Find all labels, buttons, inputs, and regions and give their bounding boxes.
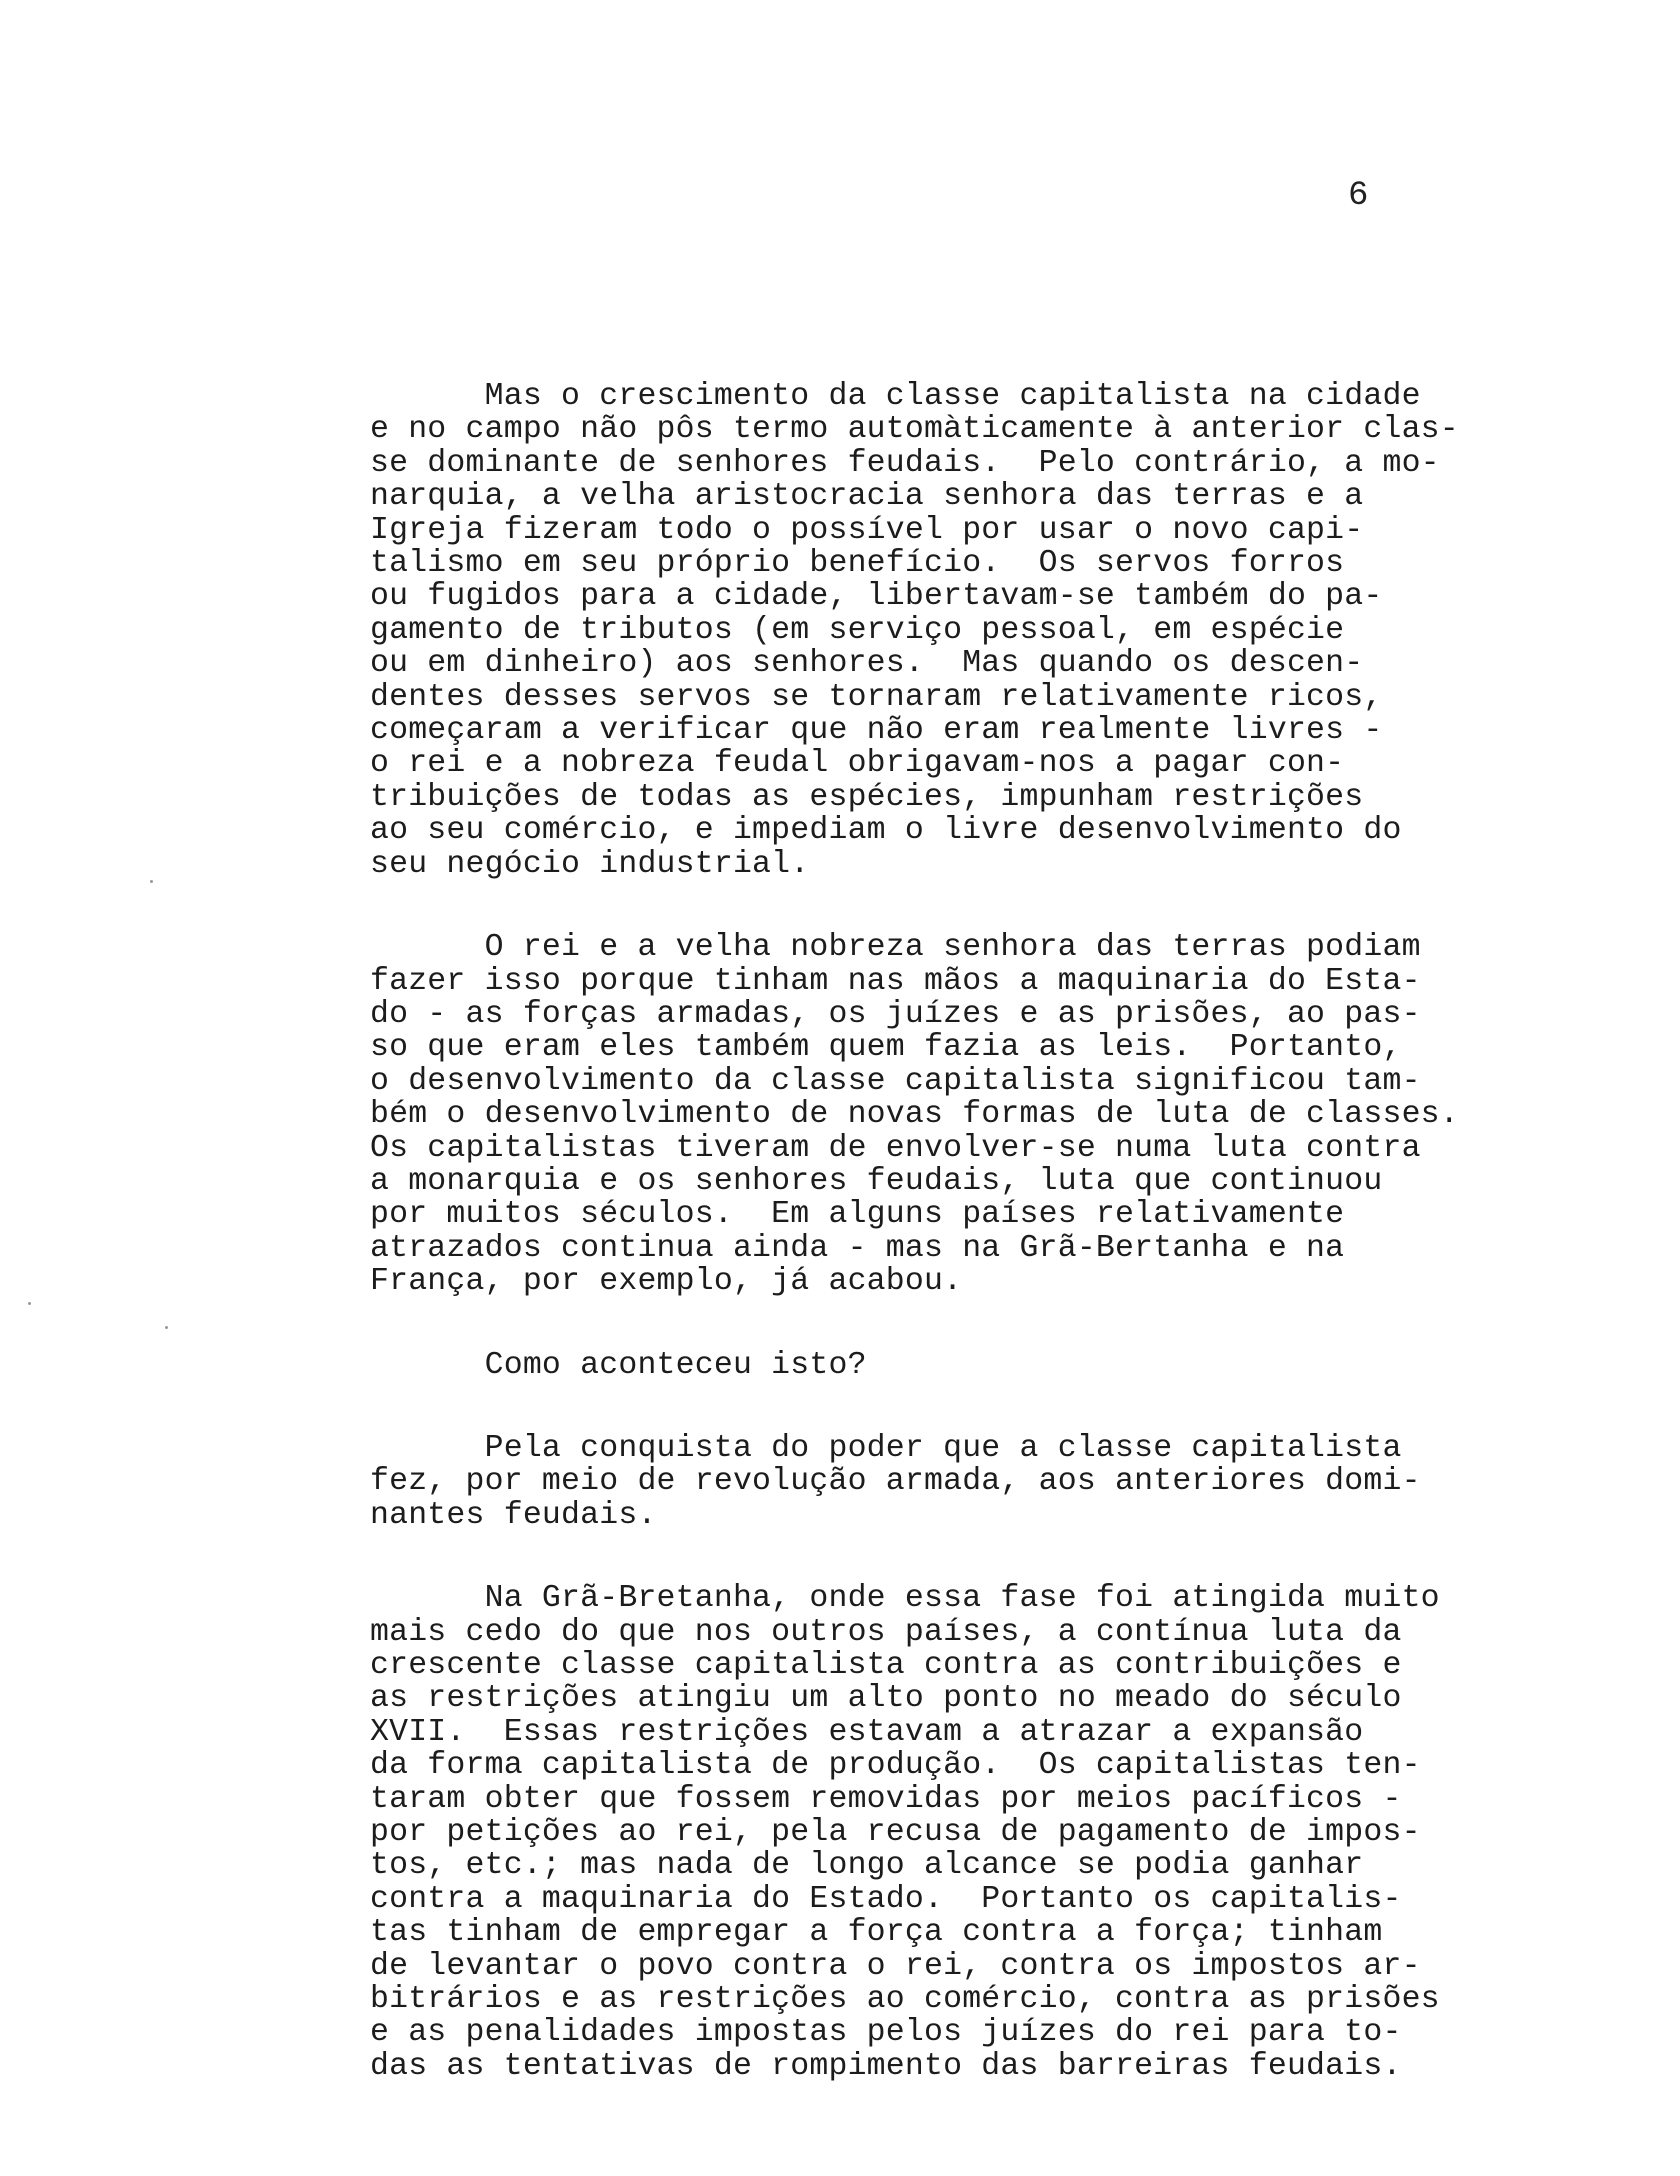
scan-speck xyxy=(165,1326,168,1329)
text-line: tribuições de todas as espécies, impunham restrições xyxy=(370,779,1364,815)
body-text xyxy=(370,380,1620,2083)
paragraph-gap xyxy=(370,1382,1620,1432)
paragraph-3 xyxy=(370,1349,1620,1382)
text-line: ao seu comércio, e impediam o livre desenvolvimento do xyxy=(370,813,1402,849)
text-line: e as penalidades impostas pelos juízes do rei para to- xyxy=(370,2015,1402,2051)
text-line: ou em dinheiro) aos senhores. Mas quando os descen- xyxy=(370,646,1364,682)
text-line: narquia, a velha aristocracia senhora das terras e a xyxy=(370,479,1364,515)
text-line: as restrições atingiu um alto ponto no meado do século xyxy=(370,1681,1402,1717)
text-line: gamento de tributos (em serviço pessoal, em espécie xyxy=(370,612,1345,648)
scan-speck xyxy=(150,880,153,883)
text-line: contra a maquinaria do Estado. Portanto os capitalis- xyxy=(370,1881,1402,1917)
text-line: o rei e a nobreza feudal obrigavam-nos a pagar con- xyxy=(370,746,1345,782)
text-line: do - as forças armadas, os juízes e as prisões, ao pas- xyxy=(370,996,1421,1032)
text-line: Igreja fizeram todo o possível por usar o novo capi- xyxy=(370,512,1364,548)
paragraph-4 xyxy=(370,1432,1620,1532)
text-line: bém o desenvolvimento de novas formas de luta de classes. xyxy=(370,1097,1459,1133)
page-number: 6 xyxy=(1348,177,1369,215)
text-line: Mas o crescimento da classe capitalista na cidade xyxy=(370,379,1421,414)
text-line: XVII. Essas restrições estavam a atrazar a expansão xyxy=(370,1714,1364,1750)
text-line: o desenvolvimento da classe capitalista significou tam- xyxy=(370,1063,1421,1099)
text-line: a monarquia e os senhores feudais, luta que continuou xyxy=(370,1163,1383,1199)
paragraph-2 xyxy=(370,931,1620,1298)
paragraph-gap xyxy=(370,1299,1620,1349)
text-line: das as tentativas de rompimento das barreiras feudais. xyxy=(370,2048,1402,2084)
text-line: Como aconteceu isto? xyxy=(370,1347,867,1383)
text-line: de levantar o povo contra o rei, contra os impostos ar- xyxy=(370,1948,1421,1984)
paragraph-5 xyxy=(370,1582,1620,2083)
text-line: por petições ao rei, pela recusa de pagamento de impos- xyxy=(370,1815,1421,1851)
text-line: se dominante de senhores feudais. Pelo contrário, a mo- xyxy=(370,445,1440,481)
text-line: Os capitalistas tiveram de envolver-se numa luta contra xyxy=(370,1130,1421,1166)
text-line: crescente classe capitalista contra as contribuições e xyxy=(370,1648,1402,1683)
text-line: fez, por meio de revolução armada, aos anteriores domi- xyxy=(370,1464,1421,1500)
paragraph-1 xyxy=(370,380,1620,881)
text-line: começaram a verificar que não eram realmente livres - xyxy=(370,713,1383,749)
text-line: dentes desses servos se tornaram relativamente ricos, xyxy=(370,679,1383,715)
text-line: por muitos séculos. Em alguns países relativamente xyxy=(370,1197,1345,1233)
scan-speck xyxy=(28,1302,31,1305)
text-line: França, por exemplo, já acabou. xyxy=(370,1264,963,1300)
text-line: Na Grã-Bretanha, onde essa fase foi atingida muito xyxy=(370,1581,1440,1617)
text-line: O rei e a velha nobreza senhora das terras podiam xyxy=(370,930,1421,966)
paragraph-gap xyxy=(370,881,1620,931)
text-line: Pela conquista do poder que a classe capitalista xyxy=(370,1430,1402,1466)
text-line: taram obter que fossem removidas por meios pacíficos - xyxy=(370,1781,1402,1817)
text-line: seu negócio industrial. xyxy=(370,846,810,882)
paragraph-gap xyxy=(370,1532,1620,1582)
text-line: e no campo não pôs termo automàticamente à anterior clas- xyxy=(370,412,1459,448)
text-line: bitrários e as restrições ao comércio, contra as prisões xyxy=(370,1982,1440,2018)
text-line: da forma capitalista de produção. Os capitalistas ten- xyxy=(370,1748,1421,1784)
text-line: ou fugidos para a cidade, libertavam-se também do pa- xyxy=(370,579,1383,615)
text-line: fazer isso porque tinham nas mãos a maquinaria do Esta- xyxy=(370,963,1421,999)
text-line: so que eram eles também quem fazia as leis. Portanto, xyxy=(370,1030,1402,1066)
text-line: talismo em seu próprio benefício. Os servos forros xyxy=(370,546,1345,582)
text-line: nantes feudais. xyxy=(370,1497,657,1533)
text-line: tos, etc.; mas nada de longo alcance se podia ganhar xyxy=(370,1848,1364,1884)
text-line: atrazados continua ainda - mas na Grã-Bertanha e na xyxy=(370,1230,1345,1266)
text-line: mais cedo do que nos outros países, a contínua luta da xyxy=(370,1614,1402,1650)
text-line: tas tinham de empregar a força contra a força; tinham xyxy=(370,1915,1383,1951)
